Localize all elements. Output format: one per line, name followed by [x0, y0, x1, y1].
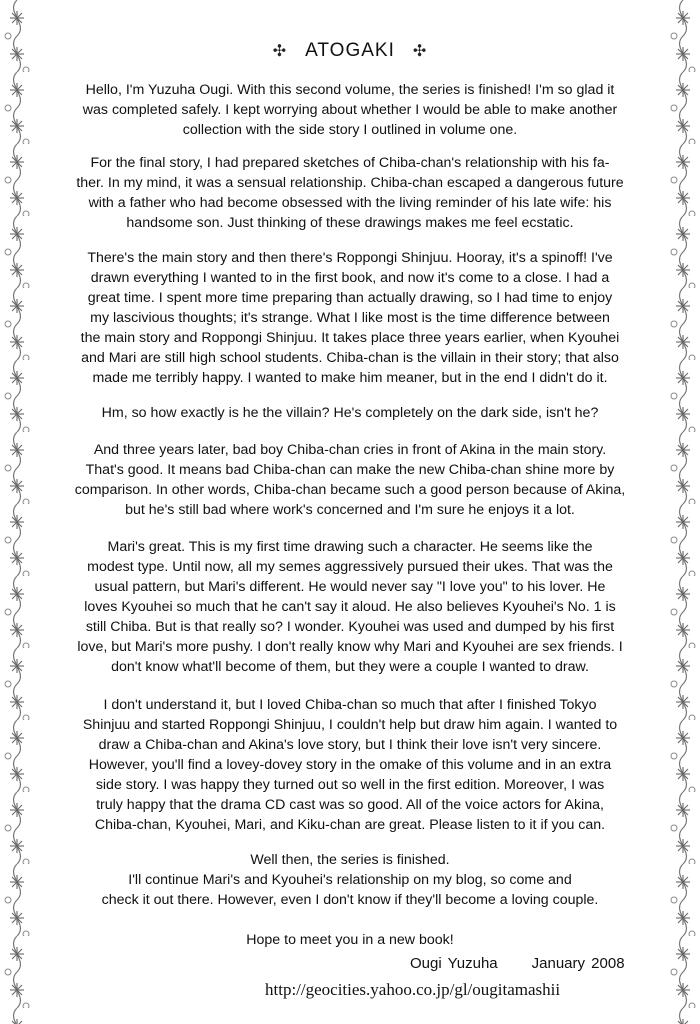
text-line: And three years later, bad boy Chiba-chan cries in front of Akina in the main story.: [93, 442, 607, 458]
text-line: and Mari are still high school students. Chiba-chan is the villain in their story; that also: [81, 350, 619, 366]
text-line: Hm, so how exactly is he the villain? He's completely on the dark side, isn't he?: [101, 405, 599, 421]
text-line: drawn everything I wanted to in the first book, and now it's come to a close. I had a: [90, 270, 610, 286]
paragraph: [45, 80, 655, 140]
text-line: Shinjuu and started Roppongi Shinjuu, I couldn't help but draw him again. I wanted to: [82, 717, 618, 733]
text-line: don't know what'll become of them, but they were a couple I wanted to draw.: [111, 659, 589, 675]
text-line: handsome son. Just thinking of these drawings makes me feel ecstatic.: [126, 215, 574, 231]
page-title: [0, 40, 700, 62]
signature-date: January 2008: [531, 955, 625, 972]
text-line: with a father who had become obsessed with the living reminder of his late wife: his: [88, 195, 612, 211]
text-line: comparison. In other words, Chiba-chan became such a good person because of Akina,: [74, 482, 626, 498]
paragraph: [45, 930, 655, 950]
paragraph: [45, 153, 655, 233]
paragraph: [45, 537, 655, 677]
paragraph: [45, 440, 655, 520]
text-line: I don't understand it, but I loved Chiba-chan so much that after I finished Tokyo: [103, 697, 597, 713]
text-line: still Chiba. But is that really so? I wonder. Kyouhei was used and dumped by his first: [85, 619, 615, 635]
paragraph: [45, 403, 655, 423]
text-line: There's the main story and then there's Roppongi Shinjuu. Hooray, it's a spinoff! I've: [87, 250, 613, 266]
text-line: the main story and Roppongi Shinjuu. It takes place three years earlier, when Kyouhei: [80, 330, 620, 346]
text-line: Hello, I'm Yuzuha Ougi. With this second volume, the series is finished! I'm so glad it: [85, 82, 615, 98]
text-line: made me terribly happy. I wanted to make him meaner, but in the end I didn't do it.: [92, 370, 608, 386]
blog-url: http://geocities.yahoo.co.jp/gl/ougitamashii: [265, 980, 561, 999]
text-line: love, but Mari's more pushy. I don't really know why Mari and Kyouhei are sex friends. I: [77, 639, 623, 655]
paragraph: [45, 695, 655, 835]
text-line: ther. In my mind, it was a sensual relationship. Chiba-chan escaped a dangerous future: [76, 175, 624, 191]
snowflake-vine-border-left: [0, 0, 34, 1024]
text-line: check it out there. However, even I don't know if they'll become a loving couple.: [101, 892, 599, 908]
text-line: was completed safely. I kept worrying about whether I would be able to make another: [82, 102, 618, 118]
snowflake-vine-border-right: [666, 0, 700, 1024]
text-line: modest type. Until now, all my semes aggressively pursued their ukes. That was the: [87, 559, 613, 575]
text-line: side story. I was happy they turned out so well in the first edition. Moreover, I was: [95, 777, 605, 793]
signature: [410, 955, 625, 972]
text-line: For the final story, I had prepared sketches of Chiba-chan's relationship with his fa-: [90, 155, 610, 171]
title-text: ATOGAKI: [305, 40, 395, 61]
text-line: Hope to meet you in a new book!: [246, 932, 454, 948]
text-line: draw a Chiba-chan and Akina's love story, but I think their love isn't very sincere.: [98, 737, 602, 753]
paragraph: [45, 248, 655, 388]
text-line: That's good. It means bad Chiba-chan can make the new Chiba-chan shine more by: [85, 462, 615, 478]
text-line: great time. I spent more time preparing than actually drawing, so I had time to enjoy: [87, 290, 613, 306]
text-line: I'll continue Mari's and Kyouhei's relationship on my blog, so come and: [128, 872, 572, 888]
text-line: but he's still bad where work's concerned and I'm sure he enjoys it a lot.: [125, 502, 575, 518]
paragraph: [45, 850, 655, 910]
ornament-icon: ✣: [272, 43, 288, 60]
text-line: Chiba-chan, Kyouhei, Mari, and Kiku-chan are great. Please listen to it if you can.: [94, 817, 606, 833]
text-line: Mari's great. This is my first time drawing such a character. He seems like the: [107, 539, 593, 555]
text-line: usual pattern, but Mari's different. He would never say "I love you" to his lover. He: [94, 579, 606, 595]
ornament-icon: ✣: [412, 43, 428, 60]
text-line: collection with the side story I outlined in volume one.: [182, 122, 518, 138]
author-name: Ougi Yuzuha: [410, 955, 498, 972]
text-line: Well then, the series is finished.: [250, 852, 450, 868]
text-line: However, you'll find a lovey-dovey story in the omake of this volume and in an extra: [88, 757, 612, 773]
text-line: loves Kyouhei so much that he can't say it aloud. He also believes Kyouhei's No. 1 is: [84, 599, 616, 615]
text-line: my lascivious thoughts; it's strange. What I like most is the time difference between: [90, 310, 610, 326]
text-line: truly happy that the drama CD cast was so good. All of the voice actors for Akina,: [96, 797, 604, 813]
